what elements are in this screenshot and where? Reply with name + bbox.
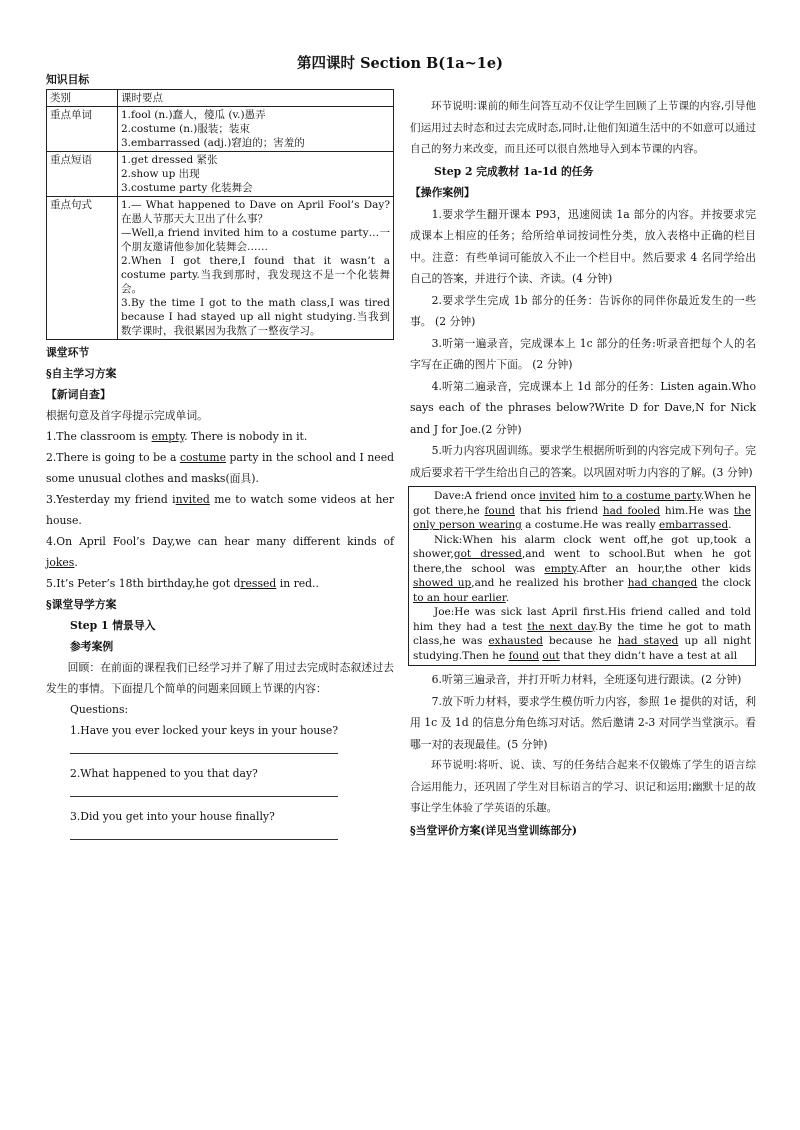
point-item: 3.embarrassed (adj.)窘迫的；害羞的 xyxy=(121,137,305,149)
story-answer: the only person wearing xyxy=(413,504,751,531)
point-item: 2.show up 出现 xyxy=(121,168,200,180)
story-text: .When he got there,he xyxy=(413,490,751,517)
table-row xyxy=(47,107,394,152)
answer-line xyxy=(70,741,338,754)
story-answer: found xyxy=(508,649,540,662)
story-text: the clock xyxy=(697,577,752,589)
table-header-cell: 课时要点 xyxy=(118,90,394,107)
story-box xyxy=(408,486,756,666)
story-text: ,and he realized his brother xyxy=(471,577,628,589)
story-answer: invited xyxy=(539,490,576,502)
task-item: 6.听第三遍录音，并打开听力材料，全班逐句进行跟读。(2 分钟) xyxy=(431,673,742,686)
story-text: up all night studying.Then he xyxy=(413,635,751,662)
story-answer: had changed xyxy=(627,577,698,589)
category-cell: 重点短语 xyxy=(47,152,118,197)
points-cell xyxy=(118,107,394,152)
point-item: 2.When I got there,I found that it wasn’t a costume party.当我到那时，我发现这不是一个化装舞会。 xyxy=(121,255,390,295)
task-item: 4.听第二遍录音，完成课本上 1d 部分的任务：Listen again.Who says each of the phrases below?Write D for Dave,N for Nick and J for Joe.(2 分钟) xyxy=(410,379,756,436)
story-answer: to a costume party xyxy=(602,490,701,502)
story-text: .After an hour,the other kids xyxy=(576,562,751,575)
review-paragraph: 回顾：在前面的课程我们已经学习并了解了用过去完成时态叙述过去发生的事情。下面提几个简单的问题来回顾上节课的内容： xyxy=(46,661,394,695)
point-item: 2.costume (n.)服装；装束 xyxy=(121,123,250,135)
knowledge-table xyxy=(46,89,394,340)
exercise-item: 2.There is going to be a costume party in the school and I need some unusual clothes and masks(面具). xyxy=(46,451,394,485)
story-answer: got dressed xyxy=(453,548,522,560)
story-text: that his friend xyxy=(514,504,603,517)
story-answer: the next day xyxy=(527,620,596,633)
story-answer: exhausted xyxy=(488,635,543,647)
point-item: 1.get dressed 紧张 xyxy=(121,154,218,166)
table-row xyxy=(47,197,394,340)
story-text: ,and went to school.But when he got there,the school was xyxy=(413,548,751,575)
answer-word: costume xyxy=(179,451,226,464)
class-heading: 课堂环节 xyxy=(46,346,90,359)
story-answer: out xyxy=(542,649,560,662)
point-item: 3.By the time I got to the math class,I was tired because I had stayed up all night studying.当我到数学课时，我很累因为我熬了一整夜学习。 xyxy=(121,297,390,337)
task-item: 2.要求学生完成 1b 部分的任务：告诉你的同伴你最近发生的一些事。 (2 分钟) xyxy=(410,293,756,328)
step1-heading: Step 1 情景导入 xyxy=(70,619,156,632)
answer-word: nvited xyxy=(175,493,210,506)
step2-heading: Step 2 完成教材 1a-1d 的任务 xyxy=(434,164,594,178)
story-paragraph-dave xyxy=(413,489,751,533)
point-item: 1.— What happened to Dave on April Fool’s Day?在愚人节那天大卫出了什么事？ xyxy=(121,199,390,225)
task-item: 3.听第一遍录音，完成课本上 1c 部分的任务:听录音把每个人的名字写在正确的图片下面。 (2 分钟) xyxy=(410,336,756,371)
section-note: 环节说明:课前的师生问答互动不仅让学生回顾了上节课的内容,引导他们运用过去时态和过去完成时态,同时,让他们知道生活中的不如意可以通过自己的努力来改变，而且还可以很自然地导入到本节课的内容。 xyxy=(410,100,756,155)
exercise-item: 4.On April Fool’s Day,we can hear many different kinds of jokes. xyxy=(46,535,394,569)
self-study-heading: §自主学习方案 xyxy=(46,367,117,380)
story-text: a costume.He was really xyxy=(521,519,659,531)
point-item: —Well,a friend invited him to a costume party…一个朋友邀请他参加化装舞会…… xyxy=(121,227,390,253)
right-column xyxy=(410,96,756,841)
point-item: 1.fool (n.)蠢人，傻瓜 (v.)愚弄 xyxy=(121,109,266,121)
story-answer: showed up xyxy=(413,577,472,589)
left-column xyxy=(46,72,394,849)
answer-line xyxy=(70,827,338,840)
story-paragraph-joe xyxy=(413,605,751,663)
story-text: because he xyxy=(542,635,618,647)
category-cell: 重点单词 xyxy=(47,107,118,152)
story-answer: embarrassed xyxy=(659,519,729,531)
question-item: 1.Have you ever locked your keys in your house? xyxy=(70,724,339,737)
story-text: . xyxy=(505,591,510,604)
story-text: Joe:He was sick last April first.His friend called and told him they had a test xyxy=(413,606,751,633)
point-item: 3.costume party 化装舞会 xyxy=(121,182,253,194)
story-answer: had stayed xyxy=(617,635,679,647)
section-note: 环节说明:将听、说、读、写的任务结合起来不仅锻炼了学生的语言综合运用能力，还巩固了学生对目标语言的学习、识记和运用;幽默十足的故事让学生体验了学英语的乐趣。 xyxy=(410,759,756,814)
task-item: 1.要求学生翻开课本 P93，迅速阅读 1a 部分的内容。并按要求完成课本上相应的任务；给所给单词按词性分类，放入表格中正确的栏目中。注意：有些单词可能放入不止一个栏目中。然后要求 4 名同学给出自己的答案，并进行个读、齐读。(4 分钟) xyxy=(410,207,756,285)
new-words-heading: 【新词自查】 xyxy=(46,388,111,401)
evaluation-heading: §当堂评价方案(详见当堂训练部分) xyxy=(410,823,578,837)
story-answer: empty xyxy=(544,562,577,575)
operation-case-heading: 【操作案例】 xyxy=(410,186,475,199)
story-answer: found xyxy=(484,504,515,517)
story-text: .By the time he got to math class,he was xyxy=(413,620,751,647)
guide-heading: §课堂导学方案 xyxy=(46,598,117,611)
exercise-item: 1.The classroom is empty. There is nobody in it. xyxy=(46,430,308,443)
story-text: him xyxy=(575,490,603,502)
story-text: . xyxy=(728,519,732,531)
story-text: Nick:When his alarm clock went off,he got up,took a shower, xyxy=(413,533,751,560)
knowledge-heading: 知识目标 xyxy=(46,73,90,86)
table-header-cell: 类别 xyxy=(47,90,118,107)
task-item: 5.听力内容巩固训练。要求学生根据所听到的内容完成下列句子。完成后要求若干学生给出自己的答案。以巩固对听力内容的了解。(3 分钟) xyxy=(410,444,756,479)
points-cell xyxy=(118,152,394,197)
story-answer: to an hour earlier xyxy=(413,591,506,604)
question-item: 2.What happened to you that day? xyxy=(70,767,258,780)
table-row xyxy=(47,152,394,197)
exercise-item: 3.Yesterday my friend invited me to watch some videos at her house. xyxy=(46,493,394,527)
story-text: that they didn’t have a test at all xyxy=(559,649,738,662)
story-text: him.He was xyxy=(660,504,734,517)
story-text: Dave:A friend once xyxy=(434,490,540,502)
answer-word: empty xyxy=(151,430,185,443)
table-header-row xyxy=(47,90,394,107)
answer-word: jokes xyxy=(46,556,75,569)
question-item: 3.Did you get into your house finally? xyxy=(70,810,275,823)
answer-line xyxy=(70,784,338,797)
reference-case-heading: 参考案例 xyxy=(70,640,114,653)
story-paragraph-nick xyxy=(413,533,751,606)
points-cell xyxy=(118,197,394,340)
exercise-instruction: 根据句意及首字母提示完成单词。 xyxy=(46,409,208,422)
page-title: 第四课时 Section B(1a~1e) xyxy=(297,55,503,72)
answer-word: ressed xyxy=(240,577,277,590)
task-item: 7.放下听力材料，要求学生模仿听力内容，参照 1e 提供的对话，利用 1c 及 1d 的信息分角色练习对话。然后邀请 2-3 对同学当堂演示。看哪一对的表现最佳。(5 分钟) xyxy=(410,694,756,751)
questions-label: Questions: xyxy=(70,703,129,716)
story-answer: had fooled xyxy=(602,504,661,517)
category-cell: 重点句式 xyxy=(47,197,118,340)
exercise-item: 5.It’s Peter’s 18th birthday,he got dressed in red.. xyxy=(46,577,319,590)
